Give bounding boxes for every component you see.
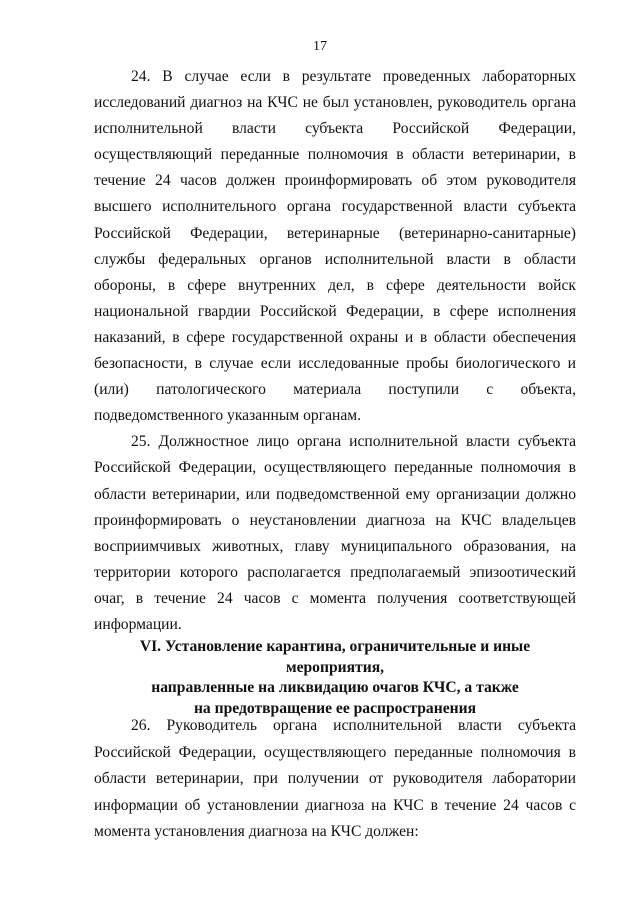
section-heading-line-1: VI. Установление карантина, ограничительные и иные мероприятия, bbox=[139, 638, 531, 676]
section-heading bbox=[94, 637, 576, 719]
body-text-block bbox=[94, 64, 576, 638]
section-heading-line-2: направленные на ликвидацию очагов КЧС, а также bbox=[151, 679, 519, 696]
body-text-block-2 bbox=[94, 713, 576, 846]
paragraph-26: 26. Руководитель органа исполнительной власти субъекта Российской Федерации, осуществляющего переданные полномочия в области ветеринарии, при получении от руководителя лаборатории информации об установлении диагноза на КЧС в течение 24 часов с момента установления диагноза на КЧС должен: bbox=[94, 717, 576, 841]
paragraph-25: 25. Должностное лицо органа исполнительной власти субъекта Российской Федерации, осуществляющего переданные полномочия в области ветеринарии, или подведомственной ему организации должно проинформировать о неустановлении диагноза на КЧС владельцев восприимчивых животных, главу муниципального образования, на территории которого располагается предполагаемый эпизоотический очаг, в течение 24 часов с момента получения соответствующей информации. bbox=[94, 433, 576, 633]
section-heading-line-3: на предотвращение ее распространения bbox=[193, 699, 477, 717]
page-number: 17 bbox=[313, 39, 327, 54]
paragraph-24: 24. В случае если в результате проведенных лабораторных исследований диагноз на КЧС не был установлен, руководитель органа исполнительной власти субъекта Российской Федерации, осуществляющий переданные полномочия в области ветеринарии, в течение 24 часов должен проинформировать об этом руководителя высшего исполнительного органа государственной власти субъекта Российской Федерации, ветеринарные (ветеринарно-санитарные) службы федеральных органов исполнительной власти в области обороны, в сфере внутренних дел, в сфере деятельности войск национальной гвардии Российской Федерации, в сфере исполнения наказаний, в сфере государственной охраны и в области обеспечения безопасности, в случае если исследованные пробы биологического и (или) патологического материала поступили с объекта, подведомственного указанным органам. bbox=[94, 68, 576, 425]
